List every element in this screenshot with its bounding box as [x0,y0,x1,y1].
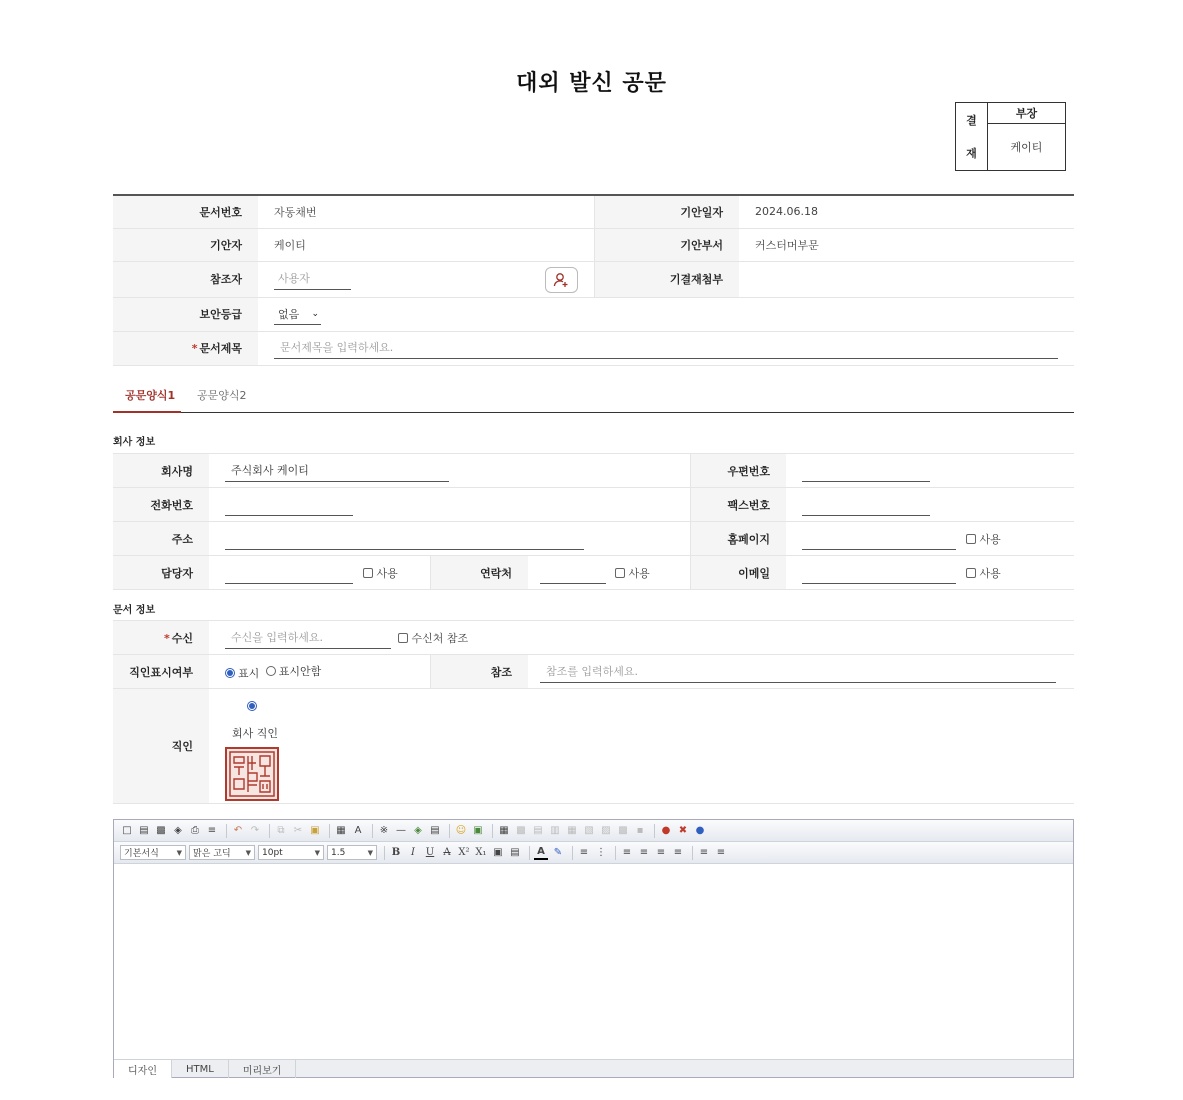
approval-role: 부장 [988,103,1065,124]
manager-use-checkbox[interactable] [363,565,398,581]
phone-input[interactable] [225,494,353,516]
subject-label [113,331,258,365]
toolbar-separator [572,846,573,860]
recv-ref-label: 수신처 참조 [411,631,469,645]
table-delete-icon[interactable]: ▨ [601,825,611,836]
toolbar-separator [615,846,616,860]
line-height-value: 1.5 [331,847,346,858]
subject-input[interactable]: 문서제목을 입력하세요. [274,337,1058,359]
toolbar-separator [226,824,227,838]
drafter-label: 기안자 [113,228,258,261]
company-info-table [113,453,1074,590]
doc-no-value: 자동채번 [258,195,594,228]
redo-icon[interactable]: ↷ [250,825,260,836]
required-mark: * [163,631,170,645]
rich-text-editor [113,819,1074,1078]
fax-input[interactable] [802,494,930,516]
align-center-icon[interactable]: ≡ [639,847,649,858]
company-name-input[interactable]: 주식회사 케이티 [225,460,449,482]
docinfo-ref-label: 참조 [430,655,528,689]
chevron-down-icon: ⌄ [311,308,319,319]
special-char-icon[interactable]: ※ [379,825,389,836]
email-use-label: 사용 [979,566,1001,580]
preview-icon[interactable]: ◈ [174,825,182,836]
security-select[interactable] [274,303,321,325]
radio-checked-icon [247,701,257,711]
address-label: 주소 [113,522,209,556]
seal-hide-text: 표시안함 [278,664,322,678]
style-select[interactable] [120,845,186,860]
manager-input[interactable] [225,562,353,584]
required-mark: * [191,342,198,355]
contact-use-label: 사용 [628,566,650,580]
caret-down-icon: ▼ [176,848,182,857]
ref-user-input[interactable]: 사용자 [274,268,351,290]
tab-form1[interactable]: 공문양식1 [125,389,176,402]
toolbar-separator [529,846,530,860]
align-right-icon[interactable]: ≡ [656,847,666,858]
format-painter-icon[interactable]: ▤ [510,847,520,858]
fax-label: 팩스번호 [690,488,786,522]
subscript-icon[interactable]: X₁ [475,847,487,858]
caret-down-icon: ▼ [245,848,251,857]
font-size-select[interactable] [258,845,324,860]
email-label: 이메일 [690,556,786,590]
image-icon[interactable]: ▣ [473,825,483,836]
table-more-icon[interactable]: ▪ [636,825,644,836]
email-input[interactable] [802,562,956,584]
seal-show-label: 직인표시여부 [113,655,209,689]
font-select-value: 맑은 고딕 [193,849,231,859]
radio-checked-icon [225,668,235,678]
ref-user-label: 참조자 [113,261,258,297]
table-col-icon[interactable]: ▥ [550,825,560,836]
approval-name: 케이티 [1010,141,1043,154]
editor-toolbar-top [114,820,1073,842]
print-icon[interactable]: ⎙ [191,825,199,836]
add-user-button[interactable] [545,267,578,293]
add-user-icon [552,271,570,289]
unordered-list-icon[interactable]: ⋮ [596,847,606,858]
align-justify-icon[interactable]: ≡ [673,847,683,858]
seal-show-radio[interactable] [225,665,259,681]
caret-down-icon: ▼ [367,848,373,857]
zip-input[interactable] [802,460,930,482]
template-icon[interactable]: ▤ [139,825,149,836]
address-input[interactable] [225,528,584,550]
outdent-icon[interactable]: ≡ [716,847,726,858]
bold-icon[interactable]: B [391,847,401,858]
toolbar-separator [384,846,385,860]
seal-name: 회사 직인 [232,727,279,740]
form-tabs [113,378,1074,413]
approval-box [955,102,1066,171]
document-info-table [113,620,1074,804]
toolbar-separator [492,824,493,838]
ordered-list-icon[interactable]: ≡ [579,847,589,858]
document-meta-table [113,194,1074,366]
copy-icon[interactable]: ⧉ [277,825,285,836]
seal-hide-radio[interactable] [266,663,322,679]
manager-label: 담당자 [113,556,209,590]
line-height-select[interactable] [327,845,377,860]
help-icon[interactable]: ● [695,825,705,836]
recv-label [113,621,209,655]
seal-select-radio[interactable] [247,701,260,711]
table-cell-icon[interactable]: ▩ [516,825,526,836]
font-select[interactable] [189,845,255,860]
horizontal-rule-icon[interactable]: — [396,825,406,836]
zip-label: 우편번호 [690,454,786,488]
layer-icon[interactable]: ◈ [414,825,422,836]
caret-down-icon: ▼ [314,848,320,857]
homepage-use-label: 사용 [979,532,1001,546]
docinfo-ref-input[interactable]: 참조를 입력하세요. [540,661,1056,683]
cut-icon[interactable]: ✂ [293,825,303,836]
toolbar-separator [654,824,655,838]
toolbar-separator [329,824,330,838]
radio-icon [266,666,276,676]
toolbar-separator [692,846,693,860]
italic-icon[interactable]: I [411,847,415,858]
approval-side-top: 결 [966,113,977,127]
approval-side-bottom: 재 [966,147,977,161]
table-merge-icon[interactable]: ▦ [567,825,577,836]
font-size-value: 10pt [262,847,283,858]
recv-label-text: 수신 [171,631,193,645]
checkbox-icon [615,568,625,578]
highlight-color-icon[interactable]: ✎ [553,847,563,858]
toolbar-separator [372,824,373,838]
underline-icon[interactable]: U [425,847,435,858]
accessibility-icon[interactable]: ● [661,825,671,836]
phone-label: 전화번호 [113,488,209,522]
new-doc-icon[interactable]: □ [122,825,132,836]
draft-date-label: 기안일자 [594,195,739,228]
strikethrough-icon[interactable]: A [443,847,451,858]
form-icon[interactable]: ▤ [430,825,440,836]
align-left-icon[interactable]: ≡ [622,847,632,858]
toolbar-separator [269,824,270,838]
dept-label: 기안부서 [594,228,739,261]
editor-toolbar-bottom [114,842,1073,864]
homepage-input[interactable] [802,528,956,550]
docinfo-section-title: 문서 정보 [113,605,156,616]
clear-format-icon[interactable]: ▣ [493,847,503,858]
contact-label: 연락처 [430,556,528,590]
security-select-value: 없음 [278,307,300,321]
font-color-icon[interactable]: A [534,846,548,860]
toolbar-separator [449,824,450,838]
company-seal-image [225,747,279,801]
seal-pattern-icon [229,751,275,797]
checkbox-icon [398,633,408,643]
security-label: 보안등급 [113,297,258,331]
tab-indicator [113,411,181,413]
table-row-icon[interactable]: ▤ [533,825,543,836]
manager-use-label: 사용 [376,566,398,580]
drafter-value: 케이티 [258,228,594,261]
contact-input[interactable] [540,562,606,584]
recv-ref-checkbox[interactable] [398,630,469,646]
email-use-checkbox[interactable] [966,565,1001,581]
tools-icon[interactable]: ✖ [678,825,688,836]
contact-use-checkbox[interactable] [615,565,650,581]
paste-icon[interactable]: ▣ [310,825,320,836]
seal-show-text: 표시 [238,666,260,680]
indent-icon[interactable]: ≡ [699,847,709,858]
draft-date-value: 2024.06.18 [739,195,1074,228]
superscript-icon[interactable]: X² [458,847,470,858]
checkbox-icon [966,568,976,578]
attach-value[interactable] [739,261,1074,297]
company-name-label: 회사명 [113,454,209,488]
tab-form2[interactable]: 공문양식2 [197,389,247,402]
company-section-title: 회사 정보 [113,437,156,448]
page-title: 대외 발신 공문 [516,71,667,96]
tab-html[interactable]: HTML [172,1060,229,1078]
tab-preview[interactable]: 미리보기 [229,1060,297,1078]
seal-label: 직인 [113,689,209,804]
table-split-icon[interactable]: ▧ [584,825,594,836]
homepage-label: 홈페이지 [690,522,786,556]
find-icon[interactable]: ▦ [336,825,346,836]
editor-content-area[interactable] [114,865,1073,1060]
checkbox-icon [363,568,373,578]
table-props-icon[interactable]: ▩ [618,825,628,836]
save-icon[interactable]: ▩ [156,825,166,836]
undo-icon[interactable]: ↶ [233,825,243,836]
dept-value: 커스터머부문 [739,228,1074,261]
attach-label: 기결재첨부 [594,261,739,297]
checkbox-icon [966,534,976,544]
doc-no-label: 문서번호 [113,195,258,228]
subject-label-text: 문서제목 [199,342,242,355]
table-icon[interactable]: ▦ [499,825,509,836]
editor-mode-tabs [114,1059,1073,1077]
emoticon-icon[interactable]: ☺ [455,825,467,836]
homepage-use-checkbox[interactable] [966,531,1001,547]
recv-input[interactable]: 수신을 입력하세요. [225,627,391,649]
tab-design[interactable]: 디자인 [114,1060,172,1078]
page-break-icon[interactable]: ≡ [207,825,217,836]
style-select-value: 기본서식 [124,849,159,859]
spellcheck-icon[interactable]: A [354,825,362,836]
